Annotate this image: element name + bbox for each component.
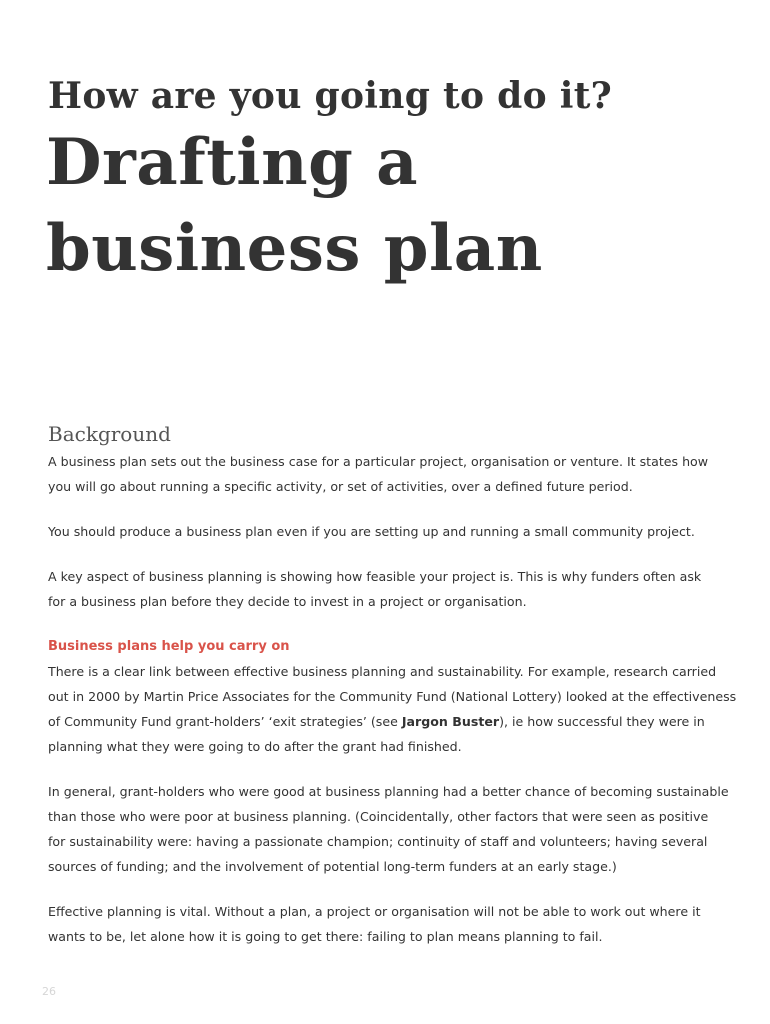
body-text [48,449,737,949]
page-number: 26 [42,985,56,998]
paragraph-line: planning what they were going to do after the grant had finished. [48,739,462,754]
paragraph-line: A business plan sets out the business case for a particular project, organisation or venture. It states how [48,454,709,469]
paragraph-line: than those who were poor at business planning. (Coincidentally, other factors that were seen as positive [48,809,709,824]
paragraph-line: wants to be, let alone how it is going to get there: failing to plan means planning to fail. [48,929,603,944]
paragraph-line: you will go about running a specific activity, or set of activities, over a defined future period. [48,479,633,494]
paragraph-line: There is a clear link between effective business planning and sustainability. For example, research carried [48,664,717,679]
paragraph-line: Effective planning is vital. Without a plan, a project or organisation will not be able to work out where it [48,904,701,919]
paragraph-line: You should produce a business plan even if you are setting up and running a small community project. [48,524,695,539]
paragraph-5 [48,779,729,879]
page-kicker: How are you going to do it? [48,75,613,117]
paragraph-1 [48,449,709,499]
paragraph-2 [48,519,698,544]
paragraph-3 [48,564,702,614]
paragraph-6 [48,899,701,949]
paragraph-text: ), ie how successful they were in [499,714,705,729]
section-heading-background: Background [48,422,171,446]
paragraph-text: of Community Fund grant-holders’ ‘exit strategies’ (see [48,714,402,729]
paragraph-line: In general, grant-holders who were good at business planning had a better chance of becoming sustainable [48,784,729,799]
page-title-line-1: Drafting a [46,125,419,200]
paragraph-line: sources of funding; and the involvement of potential long-term funders at an early stage.) [48,859,617,874]
paragraph-line: out in 2000 by Martin Price Associates for the Community Fund (National Lottery) looked at the effectiveness [48,689,737,704]
page-title-line-2: business plan [46,211,543,286]
paragraph-line-with-term [48,709,705,734]
paragraph-line: for sustainability were: having a passionate champion; continuity of staff and volunteers; having several [48,834,708,849]
page-title [46,120,543,292]
paragraph-line: A key aspect of business planning is showing how feasible your project is. This is why funders often ask [48,569,702,584]
paragraph-line: for a business plan before they decide to invest in a project or organisation. [48,594,527,609]
paragraph-4 [48,659,737,759]
subheading-business-plans: Business plans help you carry on [48,639,290,654]
jargon-buster-reference: Jargon Buster [401,714,500,729]
